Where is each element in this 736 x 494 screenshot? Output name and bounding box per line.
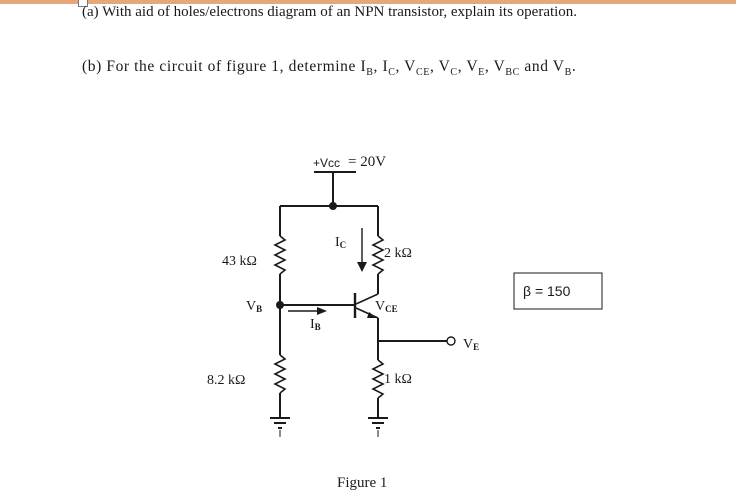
ve-label (463, 337, 479, 352)
ib-label (310, 317, 321, 332)
resistor-2k (373, 236, 383, 274)
qb-sub: BC (505, 67, 520, 79)
beta-value: β = 150 (523, 283, 571, 299)
qb-sub: C (450, 67, 458, 79)
qb-sub: E (478, 67, 485, 79)
ve-terminal (447, 337, 455, 345)
ib-main: I (310, 317, 315, 332)
ve-sub: E (473, 342, 480, 352)
supply-label: +Vcc (313, 156, 341, 170)
qb-sub: B (564, 67, 572, 79)
ic-arrow-head (357, 262, 367, 272)
qb-sub: B (366, 67, 374, 79)
qb-text: , V (395, 58, 416, 75)
qb-sub: CE (415, 67, 430, 79)
qb-text: , I (373, 58, 389, 75)
qb-text: , V (484, 58, 506, 75)
junction-dot-top (329, 202, 337, 210)
resistor-8k2 (275, 355, 285, 393)
vb-label (246, 299, 262, 314)
qb-text: and V (519, 58, 565, 75)
ic-main: I (335, 235, 340, 250)
qb-text: , V (457, 58, 479, 75)
vce-label (375, 299, 398, 314)
supply-value: = 20V (348, 154, 387, 170)
vb-main: V (246, 299, 257, 314)
junction-dot-base (276, 301, 284, 309)
resistor-1k (373, 360, 383, 398)
vce-main: V (375, 299, 386, 314)
question-part-a: (a) With aid of holes/electrons diagram of an NPN transistor, explain its operation. (82, 4, 578, 20)
ve-main: V (463, 337, 474, 352)
label-43k: 43 kΩ (222, 254, 257, 269)
ic-sub: C (339, 240, 347, 250)
qb-text: . (571, 58, 577, 75)
label-2k: 2 kΩ (384, 246, 412, 261)
vce-sub: CE (385, 304, 398, 314)
qb-sub: C (388, 67, 396, 79)
ib-arrow-head (317, 307, 327, 315)
vb-sub: B (256, 304, 263, 314)
ic-label (335, 235, 346, 250)
label-1k: 1 kΩ (384, 372, 412, 387)
figure-caption: Figure 1 (337, 475, 388, 491)
resistor-43k (275, 236, 285, 274)
qb-text: (b) For the circuit of figure 1, determine I (82, 58, 367, 75)
qb-text: , V (429, 58, 451, 75)
label-8k2: 8.2 kΩ (207, 373, 246, 388)
ib-sub: B (314, 322, 321, 332)
